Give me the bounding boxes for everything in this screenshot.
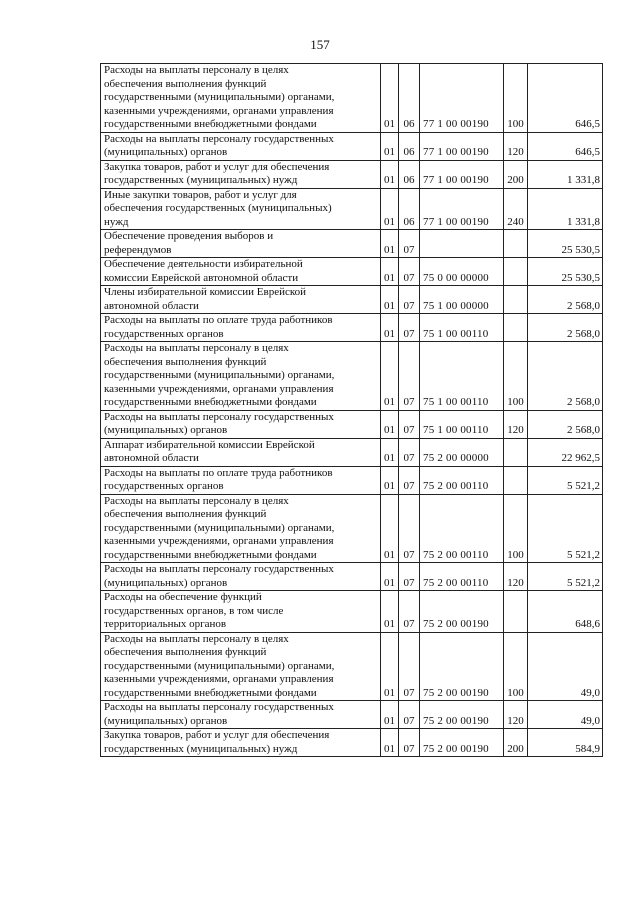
row-section: 01 bbox=[381, 188, 399, 230]
row-name: Расходы на выплаты персоналу в целях обеспечения выполнения функций государственными (муниципальными) органами, казенными учреждениями, органами управления государственными внебюджетными фондами bbox=[101, 494, 381, 563]
row-name: Обеспечение проведения выборов и референдумов bbox=[101, 230, 381, 258]
row-target-article: 75 2 00 00190 bbox=[420, 701, 504, 729]
row-target-article: 75 1 00 00110 bbox=[420, 410, 504, 438]
row-name: Расходы на выплаты персоналу государственных (муниципальных) органов bbox=[101, 701, 381, 729]
row-amount: 2 568,0 bbox=[528, 314, 603, 342]
row-expense-type: 100 bbox=[504, 632, 528, 701]
row-target-article: 75 2 00 00190 bbox=[420, 729, 504, 757]
row-expense-type: 200 bbox=[504, 160, 528, 188]
row-name: Расходы на выплаты по оплате труда работников государственных органов bbox=[101, 314, 381, 342]
row-expense-type: 100 bbox=[504, 494, 528, 563]
row-amount: 2 568,0 bbox=[528, 410, 603, 438]
table-row bbox=[101, 729, 603, 757]
row-section: 01 bbox=[381, 286, 399, 314]
row-expense-type bbox=[504, 438, 528, 466]
row-section: 01 bbox=[381, 494, 399, 563]
row-subsection: 07 bbox=[399, 632, 420, 701]
row-name: Расходы на выплаты по оплате труда работников государственных органов bbox=[101, 466, 381, 494]
row-name: Закупка товаров, работ и услуг для обеспечения государственных (муниципальных) нужд bbox=[101, 729, 381, 757]
row-section: 01 bbox=[381, 160, 399, 188]
row-subsection: 07 bbox=[399, 410, 420, 438]
row-subsection: 07 bbox=[399, 563, 420, 591]
table-row bbox=[101, 188, 603, 230]
row-section: 01 bbox=[381, 64, 399, 133]
row-section: 01 bbox=[381, 466, 399, 494]
table-row bbox=[101, 494, 603, 563]
page-number: 157 bbox=[310, 37, 330, 52]
row-amount: 25 530,5 bbox=[528, 258, 603, 286]
row-name: Закупка товаров, работ и услуг для обеспечения государственных (муниципальных) нужд bbox=[101, 160, 381, 188]
row-name: Расходы на выплаты персоналу в целях обеспечения выполнения функций государственными (муниципальными) органами, казенными учреждениями, органами управления государственными внебюджетными фондами bbox=[101, 342, 381, 411]
row-expense-type bbox=[504, 230, 528, 258]
row-amount: 25 530,5 bbox=[528, 230, 603, 258]
row-amount: 5 521,2 bbox=[528, 466, 603, 494]
row-section: 01 bbox=[381, 438, 399, 466]
row-subsection: 07 bbox=[399, 438, 420, 466]
row-section: 01 bbox=[381, 314, 399, 342]
row-subsection: 07 bbox=[399, 466, 420, 494]
budget-table-body bbox=[101, 64, 603, 757]
row-expense-type bbox=[504, 314, 528, 342]
row-amount: 1 331,8 bbox=[528, 160, 603, 188]
row-name: Расходы на выплаты персоналу в целях обеспечения выполнения функций государственными (муниципальными) органами, казенными учреждениями, органами управления государственными внебюджетными фондами bbox=[101, 632, 381, 701]
row-target-article: 75 2 00 00110 bbox=[420, 466, 504, 494]
row-target-article: 75 0 00 00000 bbox=[420, 258, 504, 286]
table-row bbox=[101, 342, 603, 411]
row-section: 01 bbox=[381, 132, 399, 160]
row-target-article: 75 1 00 00110 bbox=[420, 314, 504, 342]
table-row bbox=[101, 591, 603, 633]
row-amount: 22 962,5 bbox=[528, 438, 603, 466]
row-target-article: 77 1 00 00190 bbox=[420, 64, 504, 133]
table-row bbox=[101, 286, 603, 314]
row-expense-type: 120 bbox=[504, 410, 528, 438]
table-row bbox=[101, 230, 603, 258]
row-target-article: 75 2 00 00190 bbox=[420, 591, 504, 633]
row-amount: 648,6 bbox=[528, 591, 603, 633]
table-row bbox=[101, 410, 603, 438]
table-row bbox=[101, 701, 603, 729]
row-target-article: 77 1 00 00190 bbox=[420, 188, 504, 230]
row-expense-type bbox=[504, 286, 528, 314]
budget-table bbox=[100, 63, 603, 757]
row-amount: 646,5 bbox=[528, 132, 603, 160]
row-subsection: 07 bbox=[399, 258, 420, 286]
row-amount: 5 521,2 bbox=[528, 494, 603, 563]
row-target-article: 77 1 00 00190 bbox=[420, 132, 504, 160]
row-section: 01 bbox=[381, 563, 399, 591]
row-subsection: 06 bbox=[399, 160, 420, 188]
row-subsection: 07 bbox=[399, 314, 420, 342]
row-subsection: 06 bbox=[399, 64, 420, 133]
row-subsection: 07 bbox=[399, 230, 420, 258]
row-subsection: 06 bbox=[399, 132, 420, 160]
row-subsection: 07 bbox=[399, 494, 420, 563]
row-target-article: 75 2 00 00190 bbox=[420, 632, 504, 701]
row-target-article: 75 1 00 00110 bbox=[420, 342, 504, 411]
row-expense-type: 100 bbox=[504, 64, 528, 133]
table-row bbox=[101, 632, 603, 701]
row-name: Члены избирательной комиссии Еврейской автономной области bbox=[101, 286, 381, 314]
table-row bbox=[101, 438, 603, 466]
row-section: 01 bbox=[381, 701, 399, 729]
row-target-article: 75 2 00 00110 bbox=[420, 494, 504, 563]
table-row bbox=[101, 466, 603, 494]
row-subsection: 07 bbox=[399, 342, 420, 411]
row-expense-type: 120 bbox=[504, 132, 528, 160]
row-expense-type bbox=[504, 258, 528, 286]
row-name: Аппарат избирательной комиссии Еврейской автономной области bbox=[101, 438, 381, 466]
row-amount: 49,0 bbox=[528, 701, 603, 729]
row-name: Расходы на выплаты персоналу в целях обеспечения выполнения функций государственными (муниципальными) органами, казенными учреждениями, органами управления государственными внебюджетными фондами bbox=[101, 64, 381, 133]
row-amount: 5 521,2 bbox=[528, 563, 603, 591]
row-name: Обеспечение деятельности избирательной комиссии Еврейской автономной области bbox=[101, 258, 381, 286]
row-name: Расходы на выплаты персоналу государственных (муниципальных) органов bbox=[101, 132, 381, 160]
row-subsection: 07 bbox=[399, 591, 420, 633]
table-row bbox=[101, 258, 603, 286]
row-amount: 2 568,0 bbox=[528, 286, 603, 314]
table-row bbox=[101, 160, 603, 188]
row-expense-type: 120 bbox=[504, 563, 528, 591]
row-target-article: 75 2 00 00110 bbox=[420, 563, 504, 591]
row-target-article: 75 1 00 00000 bbox=[420, 286, 504, 314]
row-amount: 584,9 bbox=[528, 729, 603, 757]
row-expense-type: 240 bbox=[504, 188, 528, 230]
row-subsection: 07 bbox=[399, 729, 420, 757]
row-section: 01 bbox=[381, 410, 399, 438]
row-name: Расходы на выплаты персоналу государственных (муниципальных) органов bbox=[101, 410, 381, 438]
row-target-article: 75 2 00 00000 bbox=[420, 438, 504, 466]
row-expense-type: 100 bbox=[504, 342, 528, 411]
row-section: 01 bbox=[381, 632, 399, 701]
table-row bbox=[101, 314, 603, 342]
row-expense-type: 120 bbox=[504, 701, 528, 729]
row-section: 01 bbox=[381, 342, 399, 411]
row-section: 01 bbox=[381, 591, 399, 633]
row-amount: 646,5 bbox=[528, 64, 603, 133]
row-section: 01 bbox=[381, 230, 399, 258]
table-row bbox=[101, 132, 603, 160]
row-subsection: 07 bbox=[399, 701, 420, 729]
row-subsection: 06 bbox=[399, 188, 420, 230]
row-name: Иные закупки товаров, работ и услуг для обеспечения государственных (муниципальных) нужд bbox=[101, 188, 381, 230]
table-row bbox=[101, 563, 603, 591]
row-target-article: 77 1 00 00190 bbox=[420, 160, 504, 188]
row-subsection: 07 bbox=[399, 286, 420, 314]
row-amount: 2 568,0 bbox=[528, 342, 603, 411]
row-section: 01 bbox=[381, 729, 399, 757]
row-name: Расходы на выплаты персоналу государственных (муниципальных) органов bbox=[101, 563, 381, 591]
row-section: 01 bbox=[381, 258, 399, 286]
row-target-article bbox=[420, 230, 504, 258]
row-expense-type bbox=[504, 466, 528, 494]
row-amount: 49,0 bbox=[528, 632, 603, 701]
table-row bbox=[101, 64, 603, 133]
row-expense-type bbox=[504, 591, 528, 633]
row-expense-type: 200 bbox=[504, 729, 528, 757]
row-name: Расходы на обеспечение функций государственных органов, в том числе территориальных органов bbox=[101, 591, 381, 633]
row-amount: 1 331,8 bbox=[528, 188, 603, 230]
